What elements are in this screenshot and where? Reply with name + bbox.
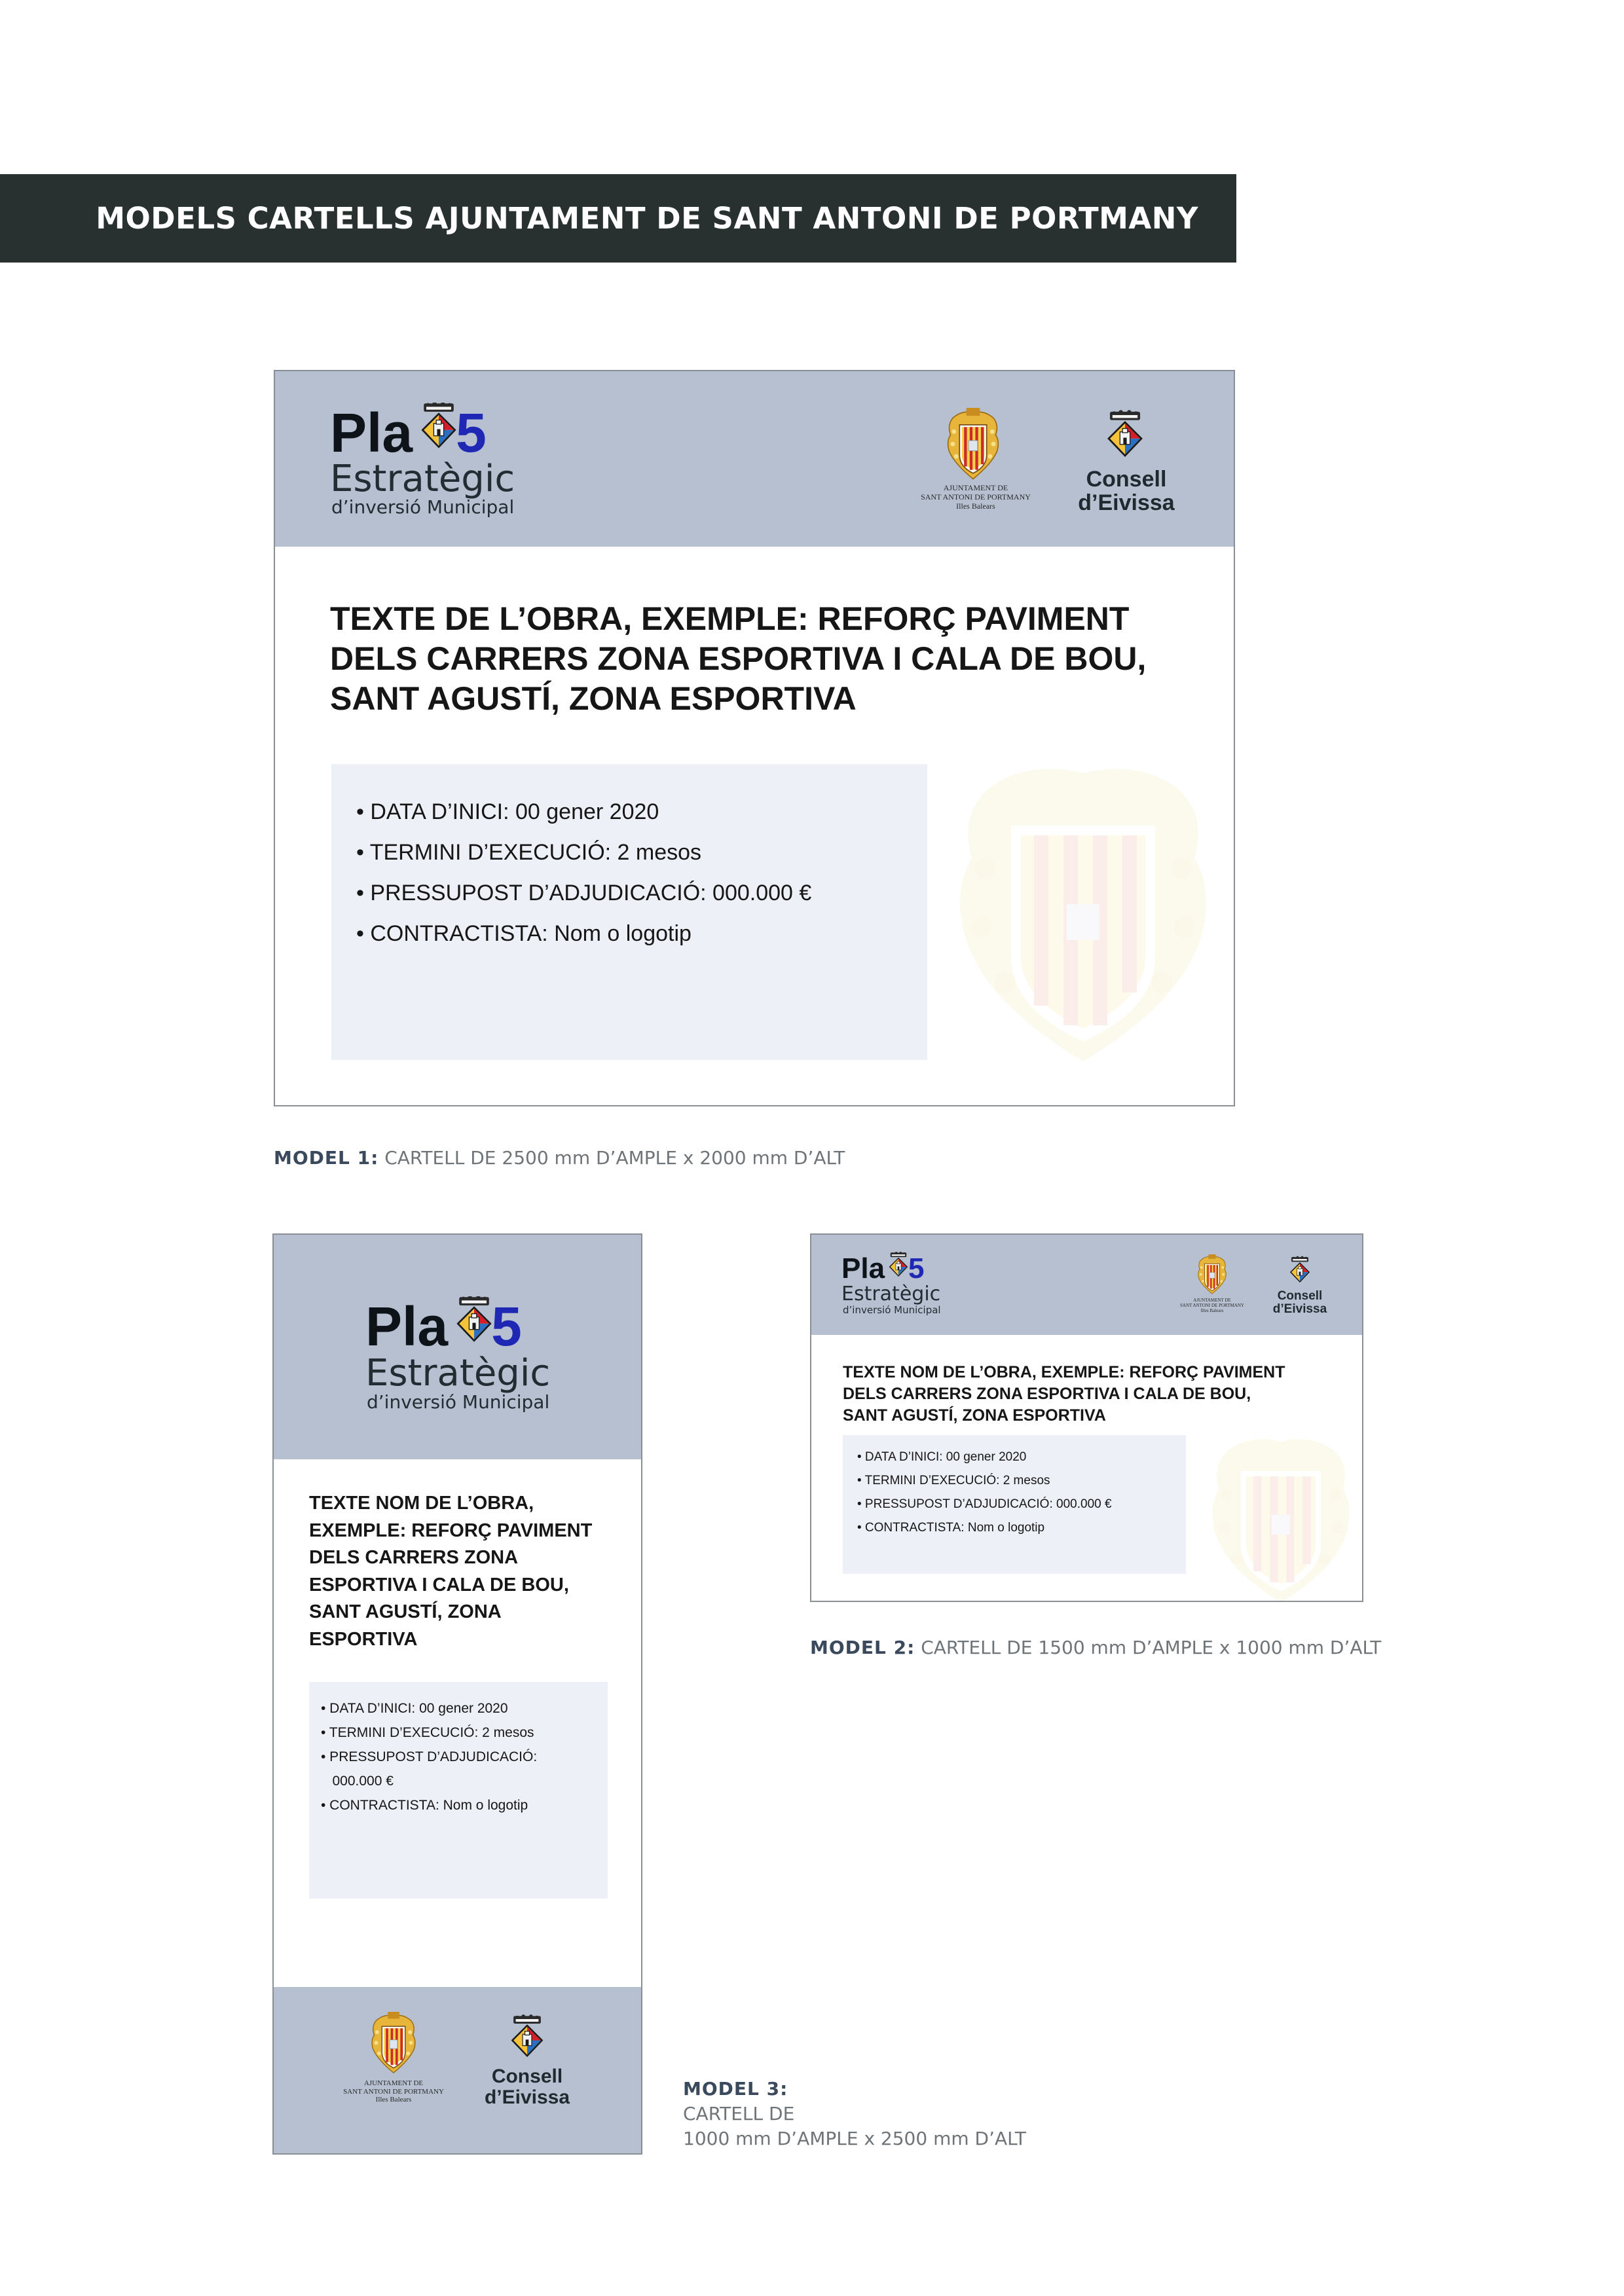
info-item: • TERMINI D’EXECUCIÓ: 2 mesos: [321, 1725, 534, 1740]
header-bar: [0, 174, 1236, 263]
info-item: • CONTRACTISTA: Nom o logotip: [356, 921, 692, 946]
model1-caption: MODEL 1: CARTELL DE 2500 mm D’AMPLE x 2000 mm D’ALT: [274, 1147, 845, 1169]
model1-poster: [274, 370, 1235, 1106]
model3-bottom-band: [274, 1987, 641, 2155]
model3-poster: [272, 1233, 642, 2155]
model2-info-box: [843, 1435, 1186, 1574]
model3-pla-crest-icon: [453, 1296, 495, 1346]
model2-consell-label: Consell d’Eivissa: [1272, 1289, 1327, 1316]
title-line: EXEMPLE: REFORÇ PAVIMENT: [309, 1520, 593, 1541]
model1-pla-crest-icon: [418, 403, 460, 452]
model2-consell-crest-icon: [1288, 1256, 1312, 1286]
info-item: • CONTRACTISTA: Nom o logotip: [321, 1798, 528, 1813]
info-item: • PRESSUPOST D’ADJUDICACIÓ: 000.000 €: [356, 881, 812, 905]
info-item: • CONTRACTISTA: Nom o logotip: [857, 1521, 1045, 1535]
model3-work-title: [309, 1490, 592, 1653]
page-title: MODELS CARTELLS AJUNTAMENT DE SANT ANTONI DE PORTMANY: [96, 201, 1198, 236]
title-line: TEXTE DE L’OBRA, EXEMPLE: REFORÇ PAVIMENT: [330, 600, 1130, 637]
model1-consell-label: Consell d’Eivissa: [1078, 467, 1175, 515]
info-item: • DATA D’INICI: 00 gener 2020: [321, 1701, 508, 1716]
model3-ajuntament-label: AJUNTAMENT DE SANT ANTONI DE PORTMANY Illes Balears: [343, 2079, 444, 2104]
info-item: • TERMINI D’EXECUCIÓ: 2 mesos: [356, 840, 702, 865]
title-line: SANT AGUSTÍ, ZONA ESPORTIVA: [330, 680, 857, 717]
title-line: SANT AGUSTÍ, ZONA: [309, 1601, 502, 1622]
info-item: • DATA D’INICI: 00 gener 2020: [356, 799, 659, 824]
model1-ajuntament-crest-icon: [944, 408, 1002, 481]
model2-watermark-crest-icon: [1208, 1434, 1354, 1602]
model2-pla-crest-icon: [887, 1252, 910, 1279]
info-item: • TERMINI D’EXECUCIÓ: 2 mesos: [857, 1474, 1050, 1487]
model1-ajuntament-label: AJUNTAMENT DE SANT ANTONI DE PORTMANY Illes Balears: [921, 483, 1031, 511]
model1-work-title: [330, 599, 1146, 719]
model2-ajuntament-crest-icon: [1196, 1254, 1228, 1295]
model3-info-box: [309, 1682, 608, 1899]
title-line: TEXTE NOM DE L’OBRA,: [309, 1493, 534, 1514]
title-line: DELS CARRERS ZONA: [309, 1547, 519, 1568]
model1-pla5-logo: Pla 5 Estratègic d’inversió Municipal: [330, 402, 515, 518]
model3-pla5-logo: Pla 5 Estratègic d’inversió Municipal: [365, 1296, 551, 1413]
model2-caption: MODEL 2: CARTELL DE 1500 mm D’AMPLE x 1000 mm D’ALT: [810, 1637, 1382, 1658]
model1-consell-crest-icon: [1104, 409, 1146, 463]
info-item: • PRESSUPOST D’ADJUDICACIÓ:: [321, 1749, 538, 1764]
model2-poster: [810, 1233, 1363, 1602]
model3-caption: MODEL 3: CARTELL DE 1000 mm D’AMPLE x 2500 mm D’ALT: [683, 2078, 1027, 2149]
model2-ajuntament-label: AJUNTAMENT DE SANT ANTONI DE PORTMANY Illes Balears: [1180, 1298, 1244, 1314]
title-line: ESPORTIVA I CALA DE BOU,: [309, 1574, 569, 1595]
model1-watermark-crest-icon: [952, 760, 1214, 1068]
title-line: ESPORTIVA: [309, 1628, 418, 1650]
model2-pla5-logo: Pla 5 Estratègic d’inversió Municipal: [841, 1252, 941, 1316]
title-line: DELS CARRERS ZONA ESPORTIVA I CALA DE BOU,: [330, 640, 1147, 677]
model1-info-box: [331, 764, 927, 1060]
title-line: SANT AGUSTÍ, ZONA ESPORTIVA: [843, 1406, 1106, 1425]
model3-consell-crest-icon: [508, 2014, 546, 2062]
model2-work-title: [843, 1362, 1285, 1427]
title-line: TEXTE NOM DE L’OBRA, EXEMPLE: REFORÇ PAVIMENT: [843, 1363, 1285, 1381]
info-item: • PRESSUPOST D’ADJUDICACIÓ: 000.000 €: [857, 1497, 1112, 1511]
info-item: 000.000 €: [321, 1774, 394, 1789]
model3-ajuntament-crest-icon: [369, 2012, 418, 2075]
model3-consell-label: Consell d’Eivissa: [484, 2066, 570, 2108]
title-line: DELS CARRERS ZONA ESPORTIVA I CALA DE BOU,: [843, 1385, 1251, 1403]
info-item: • DATA D’INICI: 00 gener 2020: [857, 1450, 1027, 1464]
